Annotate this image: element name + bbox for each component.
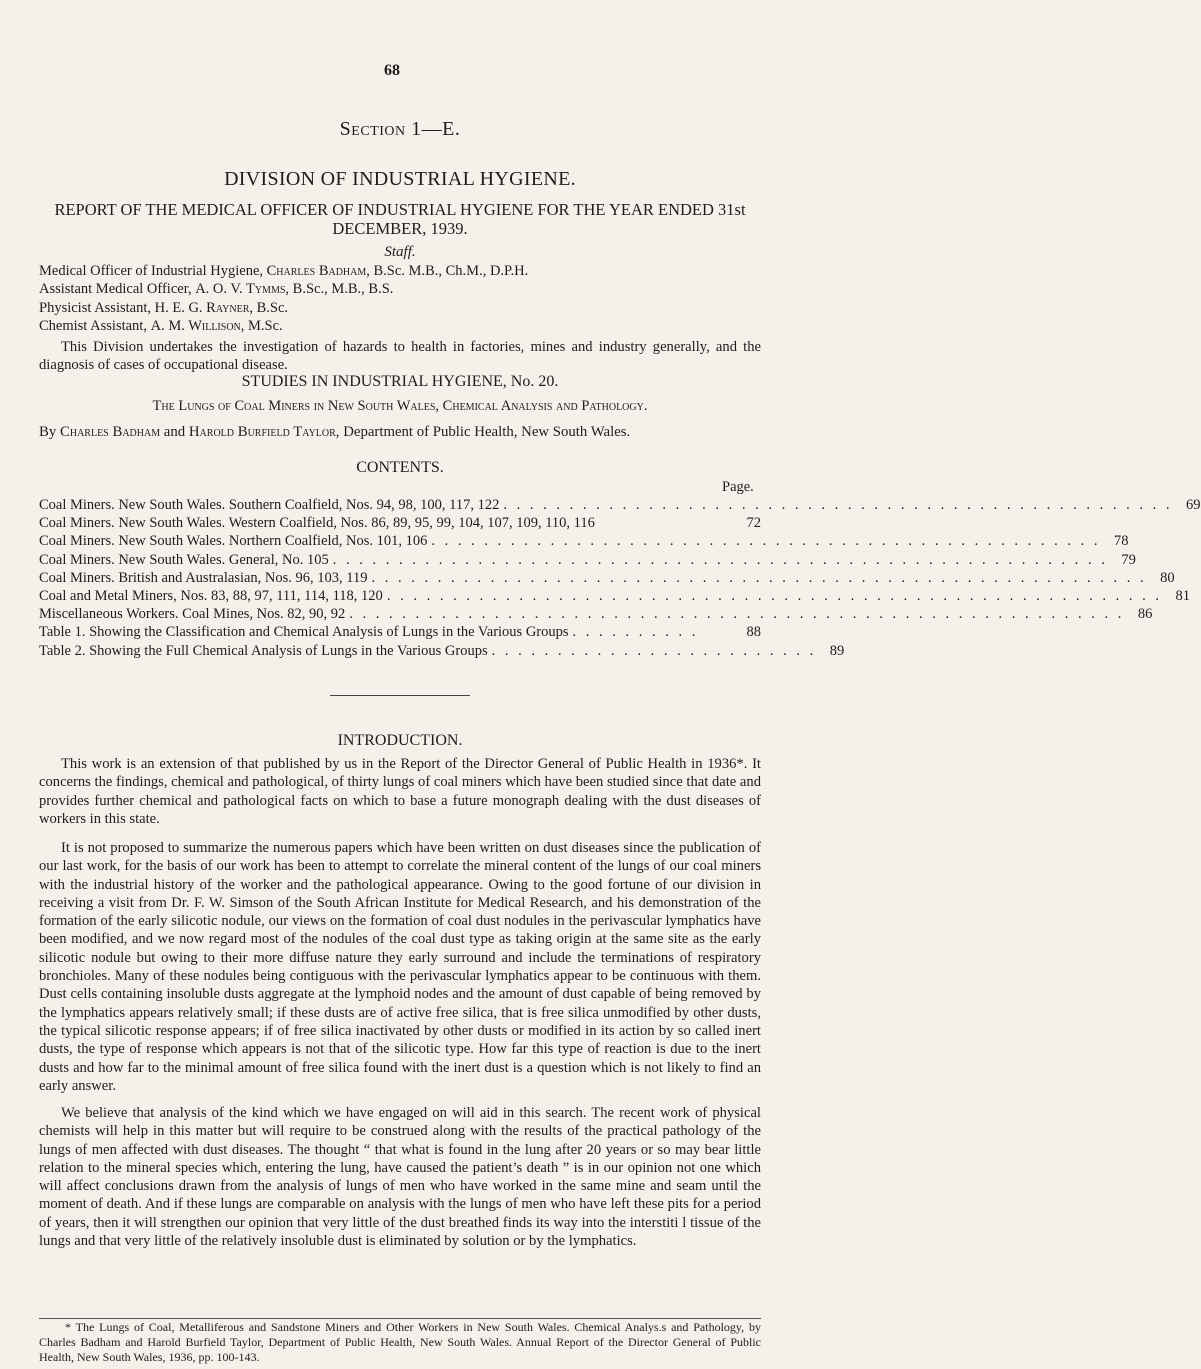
staff-member (39, 262, 528, 280)
toc-entry (39, 569, 1175, 587)
toc-entry (39, 642, 845, 660)
authors-and: and (163, 424, 186, 440)
section-divider (330, 695, 470, 696)
toc-entry-text: Coal Miners. New South Wales. Southern Coalfield, Nos. 94, 98, 100, 117, 122 (39, 497, 500, 513)
staff-quals: B.Sc. (256, 299, 289, 316)
authors-line (39, 424, 761, 441)
toc-leader: . . . . . . . . . . . . . . . . . . . . . . . . . . . . . . . . . . . . . . . . . . . . . . . . . . . . . . . . . . . (386, 588, 1162, 605)
toc-entry-page: 80 (1160, 569, 1175, 586)
staff-role: Medical Officer of Industrial Hygiene, (39, 263, 263, 279)
toc-entry-page: 78 (1114, 533, 1129, 550)
section-title: Section 1—E. (339, 118, 461, 140)
staff-member (39, 280, 528, 298)
staff-role: Physicist Assistant, (39, 299, 151, 316)
staff-role: Chemist Assistant, (39, 317, 147, 334)
toc-entry-text: Coal Miners. New South Wales. Northern Coalfield, Nos. 101, 106 (39, 533, 428, 550)
toc-leader: . . . . . . . . . . (572, 624, 699, 641)
staff-name: A. O. V. Tymms, (195, 281, 290, 298)
table-of-contents (39, 496, 1201, 660)
toc-entry-text: Coal and Metal Miners, Nos. 83, 88, 97, 111, 114, 118, 120 (39, 588, 383, 605)
staff-member (39, 299, 528, 317)
toc-entry-text: Miscellaneous Workers. Coal Mines, Nos. 82, 90, 92 (39, 606, 346, 623)
toc-entry (39, 514, 761, 532)
intro-paragraph: We believe that analysis of the kind which we have engaged on will aid in this search. The recent work of physical chemists will help in this matter but will require to be construed along with the results of the practical pathology of the lungs of men affected with dust diseases. The thought “ that what is found in the lung after 20 years or so may bear little relation to the mineral species which, entering the lung, have caused the patient’s death ” is in our opinion not one which will affect conclusions drawn from the analysis of lungs of men who have worked in the same mine and seam until the moment of death. And if these lungs are comparable on analysis with the lungs of men who have left these pits for a period of years, then it will strengthen our opinion that very little of the dust breathed finds its way into the interstiti l tissue of the lungs and that very little of the relatively insoluble dust is eliminated by solution or by the lymphatics. (39, 1105, 761, 1250)
toc-entry (39, 496, 1201, 514)
author-name: Charles Badham (59, 424, 161, 440)
toc-entry (39, 605, 1153, 623)
staff-list (39, 262, 528, 335)
author-name: Harold Burfield Taylor, (188, 424, 340, 440)
toc-entry-page: 81 (1175, 588, 1190, 605)
division-description: This Division undertakes the investigation of hazards to health in factories, mines and industry generally, and the diagnosis of cases of occupational disease. (39, 339, 761, 374)
intro-paragraph: This work is an extension of that published by us in the Report of the Director General of Public Health in 1936*. It concerns the findings, chemical and pathological, of thirty lungs of coal miners which have been studied since that date and provides further chemical and pathological facts on which to base a future monograph dealing with the dust diseases of workers in this state. (39, 756, 761, 827)
footnote: * The Lungs of Coal, Metalliferous and Sandstone Miners and Other Workers in New South Wales. Chemical Analys.s and Pathology, by Charles Badham and Harold Burfield Taylor, Department of Public Health, New South Wales. Annual Report of the Director General of Public Health, New South Wales, 1936, pp. 100-143. (39, 1320, 761, 1364)
toc-entry-text: Coal Miners. British and Australasian, Nos. 96, 103, 119 (39, 569, 368, 586)
toc-entry-text: Table 2. Showing the Full Chemical Analysis of Lungs in the Various Groups (39, 642, 488, 659)
toc-entry-page: 79 (1121, 551, 1136, 568)
toc-entry-page: 89 (829, 642, 845, 659)
toc-entry-page: 69 (1186, 497, 1201, 513)
toc-leader: . . . . . . . . . . . . . . . . . . . . . . . . . . . . . . . . . . . . . . . . . . . . . . . . . . . . . . . . . . . (349, 606, 1125, 623)
division-title: DIVISION OF INDUSTRIAL HYGIENE. (224, 168, 576, 190)
contents-heading: CONTENTS. (356, 459, 444, 476)
toc-entry-page: 86 (1137, 606, 1153, 623)
staff-quals: B.Sc., M.B., B.S. (292, 281, 394, 298)
toc-entry-text: Table 1. Showing the Classification and Chemical Analysis of Lungs in the Various Groups (39, 624, 569, 641)
page-number: 68 (384, 62, 400, 79)
toc-leader: . . . . . . . . . . . . . . . . . . . . . . . . . . . . . . . . . . . . . . . . . . . . . . . . . . . . . . . . . . . (371, 569, 1147, 586)
toc-leader: . . . . . . . . . . . . . . . . . . . . . . . . . . . . . . . . . . . . . . . . . . . . . . . . . . . (503, 497, 1173, 513)
report-title: REPORT OF THE MEDICAL OFFICER OF INDUSTRIAL HYGIENE FOR THE YEAR ENDED 31st DECEMBER, 1939. (54, 200, 746, 238)
authors-by: By (39, 424, 57, 440)
toc-entry (39, 623, 761, 641)
studies-heading: STUDIES IN INDUSTRIAL HYGIENE, No. 20. (241, 373, 559, 390)
staff-name: H. E. G. Rayner, (154, 299, 253, 316)
staff-name: Charles Badham, (266, 263, 370, 279)
toc-entry-text: Coal Miners. New South Wales. Western Coalfield, Nos. 86, 89, 95, 99, 104, 107, 109, 110, 116 (39, 515, 595, 532)
toc-entry-page: 72 (746, 515, 761, 532)
intro-paragraph: It is not proposed to summarize the numerous papers which have been written on dust diseases since the publication of our last work, for the basis of our work has been to attempt to correlate the mineral content of the lungs of our coal miners with the industrial history of the worker and the pathological appearance. Owing to the good fortune of our division in receiving a visit from Dr. F. W. Simson of the South African Institute for Medical Research, and his demonstration of the formation of the early silicotic nodule, our views on the formation of coal dust nodules in the perivascular lymphatics have been modified, and we now regard most of the nodules of the coal dust type as taking origin at the same site as the early silicotic nodule but owing to their more diffuse nature they early surround and include the terminations of respiratory bronchioles. Many of these nodules being contiguous with the perivascular lymphatics appear to be continuous with them. Dust cells containing insoluble dusts aggregate at the lymphoid nodes and the amount of dust capable of being removed by the lymphatics appears relatively small; if these dusts are of active free silica, that is free silica unmodified by other dusts, the typical silicotic response appears; if of free silica inactivated by other dusts or modified in its action by so called inert dusts, the type of response which appears is not that of the silicotic type. How far this type of reaction is due to the inert dusts and how far to the minimal amount of free silica found with the inert dust is a question which is not likely to find an early answer. (39, 840, 761, 1094)
toc-entry (39, 532, 1129, 550)
introduction-heading: INTRODUCTION. (337, 732, 463, 749)
toc-leader (595, 514, 737, 532)
staff-name: A. M. Willison, (150, 317, 245, 334)
footnote-rule (39, 1318, 761, 1319)
staff-role: Assistant Medical Officer, (39, 281, 192, 298)
toc-leader: . . . . . . . . . . . . . . . . . . . . . . . . . . . . . . . . . . . . . . . . . . . . . . . . . . . . . . . . . . . (332, 551, 1108, 568)
toc-entry (39, 551, 1136, 569)
staff-quals: M.Sc. (248, 317, 283, 334)
toc-entry (39, 587, 1190, 605)
contents-page-label: Page. (722, 479, 754, 495)
toc-entry-page: 88 (746, 624, 761, 641)
toc-entry-text: Coal Miners. New South Wales. General, No. 105 (39, 551, 329, 568)
study-title: The Lungs of Coal Miners in New South Wales, Chemical Analysis and Pathology. (152, 398, 648, 414)
staff-heading: Staff. (384, 244, 416, 260)
staff-member (39, 317, 528, 335)
toc-leader: . . . . . . . . . . . . . . . . . . . . . . . . . (491, 642, 817, 659)
author-affiliation: Department of Public Health, New South Wales. (343, 424, 631, 440)
toc-leader: . . . . . . . . . . . . . . . . . . . . . . . . . . . . . . . . . . . . . . . . . . . . . . . . . . . (431, 533, 1101, 550)
staff-quals: B.Sc. M.B., Ch.M., D.P.H. (373, 263, 529, 279)
